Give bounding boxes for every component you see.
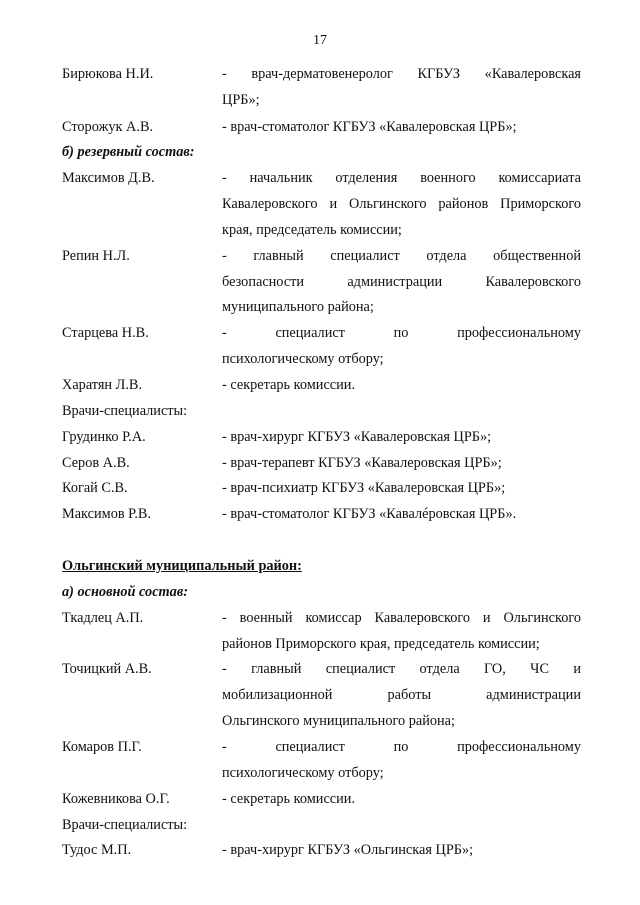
member-name: Бирюкова Н.И. [62, 66, 154, 82]
doctor-name: Серов А.В. [62, 455, 130, 471]
member-role: Кавалеровского и Ольгинского районов Приморского [222, 196, 581, 212]
member-name: Кожевникова О.Г. [62, 791, 170, 807]
member-name: Комаров П.Г. [62, 739, 142, 755]
member-role: безопасности администрации Кавалеровского [222, 274, 581, 290]
doctors-heading: Врачи-специалисты: [62, 817, 188, 833]
member-role: ЦРБ»; [222, 92, 260, 108]
member-role: психологическому отбору; [222, 765, 384, 781]
member-role: - врач-дерматовенеролог КГБУЗ «Кавалеровская [222, 66, 581, 82]
member-name: Точицкий А.В. [62, 661, 152, 677]
member-role: - начальник отделения военного комиссариата [222, 170, 581, 186]
doctor-role: - врач-терапевт КГБУЗ «Кавалеровская ЦРБ»; [222, 455, 502, 471]
page-number: 17 [313, 33, 327, 48]
main-composition-heading: а) основной состав: [62, 584, 188, 600]
member-role: Ольгинского муниципального района; [222, 713, 455, 729]
member-role: края, председатель комиссии; [222, 222, 402, 238]
doctor-name: Максимов Р.В. [62, 506, 152, 522]
member-name: Харатян Л.В. [62, 377, 143, 393]
member-role: - главный специалист отдела общественной [222, 248, 581, 264]
member-role: - военный комиссар Кавалеровского и Ольгинского [222, 610, 581, 626]
member-name: Репин Н.Л. [62, 248, 130, 264]
doctor-role: - врач-психиатр КГБУЗ «Кавалеровская ЦРБ»; [222, 480, 506, 496]
member-name: Старцева Н.В. [62, 325, 149, 341]
district-heading: Ольгинский муниципальный район: [62, 558, 302, 574]
member-role: психологическому отбору; [222, 351, 384, 367]
member-name: Сторожук А.В. [62, 119, 154, 135]
doctor-role: - врач-хирург КГБУЗ «Кавалеровская ЦРБ»; [222, 429, 492, 445]
member-role: - секретарь комиссии. [222, 791, 356, 807]
doctor-name: Грудинко Р.А. [62, 429, 146, 445]
member-role: - специалист по профессиональному [222, 325, 581, 341]
member-role: - специалист по профессиональному [222, 739, 581, 755]
member-role: муниципального района; [222, 299, 374, 315]
member-role: - главный специалист отдела ГО, ЧС и [222, 661, 581, 677]
member-role: мобилизационной работы администрации [222, 687, 581, 703]
doctors-heading: Врачи-специалисты: [62, 403, 188, 419]
member-role: - врач-стоматолог КГБУЗ «Кавалеровская ЦРБ»; [222, 119, 517, 135]
doctor-name: Когай С.В. [62, 480, 128, 496]
member-role: районов Приморского края, председатель комиссии; [222, 636, 540, 652]
reserve-composition-heading: б) резервный состав: [62, 144, 195, 160]
member-name: Максимов Д.В. [62, 170, 155, 186]
member-role: - секретарь комиссии. [222, 377, 356, 393]
doctor-role: - врач-стоматолог КГБУЗ «Кавалéровская ЦРБ». [222, 506, 517, 522]
doctor-role: - врач-хирург КГБУЗ «Ольгинская ЦРБ»; [222, 842, 474, 858]
doctor-name: Тудос М.П. [62, 842, 132, 858]
member-name: Ткадлец А.П. [62, 610, 144, 626]
